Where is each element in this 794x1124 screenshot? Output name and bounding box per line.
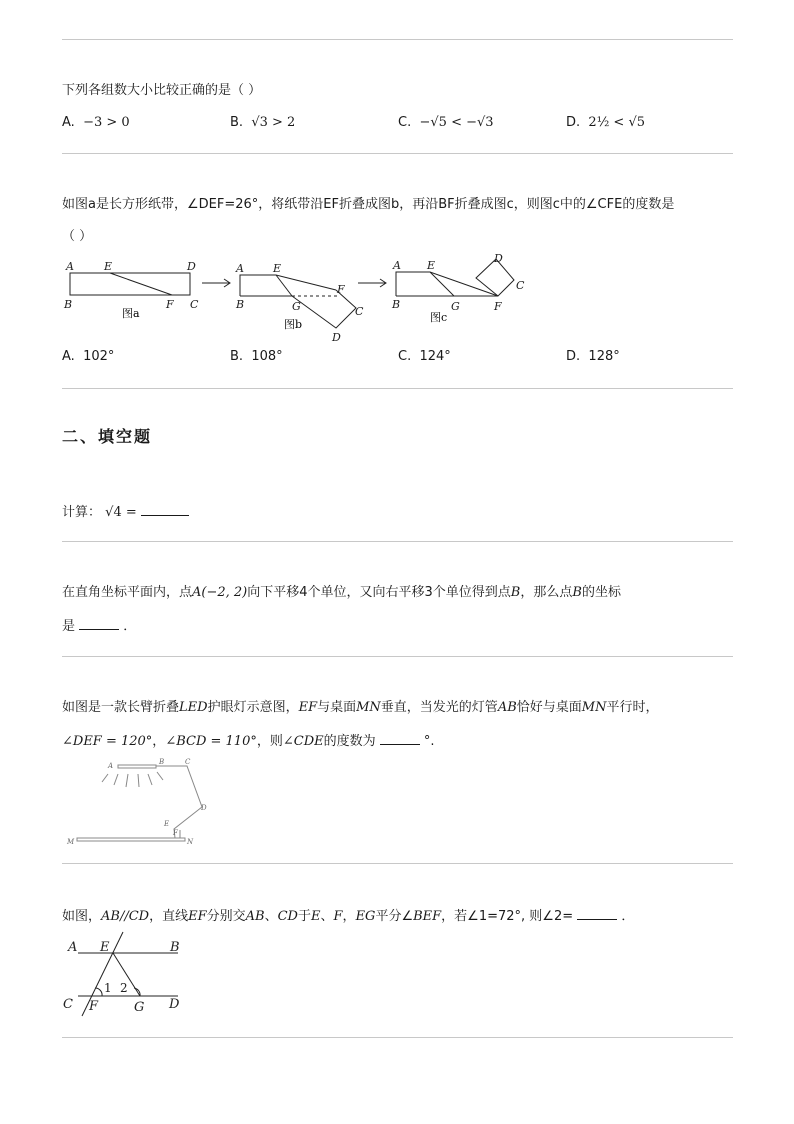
q1-option-a[interactable] xyxy=(62,115,130,131)
answer-blank[interactable] xyxy=(380,732,420,745)
q1-option-c[interactable] xyxy=(398,115,494,131)
svg-text:E: E xyxy=(273,262,282,275)
divider xyxy=(62,656,733,657)
q5-line2: ∠DEF = 120°，∠BCD = 110°，则∠CDE的度数为 °. xyxy=(62,734,435,749)
svg-text:G: G xyxy=(292,300,301,313)
svg-text:G: G xyxy=(451,300,460,313)
option-letter: C. xyxy=(398,115,412,130)
svg-text:B: B xyxy=(236,298,245,311)
divider xyxy=(62,39,733,40)
option-math: −√5 < −√3 xyxy=(419,115,494,130)
option-letter: B. xyxy=(230,115,244,130)
svg-text:C: C xyxy=(355,305,364,318)
fig-caption-a: 图a xyxy=(122,307,140,320)
option-math: √3 > 2 xyxy=(251,115,296,130)
svg-text:F: F xyxy=(337,283,345,296)
svg-text:B: B xyxy=(159,758,165,766)
svg-text:D: D xyxy=(187,260,196,273)
q4-line1: 在直角坐标平面内，点A(−2, 2)向下平移4个单位，又向右平移3个单位得到点B，那么点B的坐标 xyxy=(62,585,621,600)
fig-caption-b: 图b xyxy=(284,318,303,331)
svg-text:F: F xyxy=(89,999,99,1014)
svg-text:F: F xyxy=(166,298,174,311)
svg-text:N: N xyxy=(187,838,194,846)
option-letter: D. xyxy=(566,115,581,130)
svg-text:B: B xyxy=(64,298,73,311)
q1-option-b[interactable] xyxy=(230,115,295,131)
svg-text:F: F xyxy=(494,300,502,313)
svg-text:E: E xyxy=(427,259,436,272)
svg-text:M: M xyxy=(67,838,75,846)
svg-text:E: E xyxy=(100,940,110,955)
svg-text:C: C xyxy=(516,279,525,292)
q2-stem: 如图a是长方形纸带，∠DEF=26°，将纸带沿EF折叠成图b，再沿BF折叠成图c，则图c中的∠CFE的度数是 xyxy=(62,197,675,212)
svg-text:D: D xyxy=(332,331,341,344)
q1-option-d[interactable] xyxy=(566,115,645,131)
svg-text:D: D xyxy=(169,997,180,1012)
q2-paren: （ ） xyxy=(62,229,93,244)
svg-text:A: A xyxy=(393,259,401,272)
q3: 计算： √4 = xyxy=(62,503,189,521)
svg-text:A: A xyxy=(66,260,74,273)
svg-text:E: E xyxy=(164,820,170,828)
svg-text:F: F xyxy=(173,829,178,837)
svg-text:C: C xyxy=(190,298,199,311)
option-math: 2½ < √5 xyxy=(588,115,646,130)
svg-text:D: D xyxy=(201,804,207,812)
svg-text:G: G xyxy=(134,1000,145,1015)
q6-text: 如图，AB//CD，直线EF分别交AB、CD于E、F，EG平分∠BEF，若∠1=72°, 则∠2= ． xyxy=(62,909,635,924)
q4-line2: 是 ． xyxy=(62,619,137,634)
svg-text:C: C xyxy=(185,758,191,766)
svg-text:E: E xyxy=(104,260,113,273)
q2-option-d[interactable]: D. 128° xyxy=(566,349,620,364)
divider xyxy=(62,153,733,154)
q2-option-c[interactable]: C. 124° xyxy=(398,349,451,364)
svg-text:C: C xyxy=(63,997,73,1012)
svg-text:A: A xyxy=(236,262,244,275)
answer-blank[interactable] xyxy=(79,617,119,630)
answer-blank[interactable] xyxy=(577,907,617,920)
divider xyxy=(62,541,733,542)
svg-text:2: 2 xyxy=(120,981,128,995)
q2-figures xyxy=(60,248,540,348)
fig-caption-c: 图c xyxy=(430,311,448,324)
svg-text:1: 1 xyxy=(104,981,112,995)
svg-text:D: D xyxy=(494,252,503,265)
svg-text:B: B xyxy=(170,940,180,955)
q5-line1: 如图是一款长臂折叠LED护眼灯示意图，EF与桌面MN垂直，当发光的灯管AB恰好与桌面MN平行时， xyxy=(62,700,659,715)
q5-lamp-figure xyxy=(62,757,212,852)
q6-parallel-figure xyxy=(58,928,188,1018)
svg-text:A: A xyxy=(108,762,114,770)
q2-option-b[interactable]: B. 108° xyxy=(230,349,283,364)
divider xyxy=(62,1037,733,1038)
svg-text:A: A xyxy=(68,940,78,955)
option-math: −3 > 0 xyxy=(83,115,130,130)
answer-blank[interactable] xyxy=(141,503,189,516)
divider xyxy=(62,863,733,864)
q2-option-a[interactable]: A. 102° xyxy=(62,349,115,364)
q1-stem: 下列各组数大小比较正确的是（ ） xyxy=(62,83,262,98)
section-title: 二、填空题 xyxy=(62,427,153,446)
svg-text:B: B xyxy=(392,298,401,311)
option-letter: A. xyxy=(62,115,75,130)
divider xyxy=(62,388,733,389)
